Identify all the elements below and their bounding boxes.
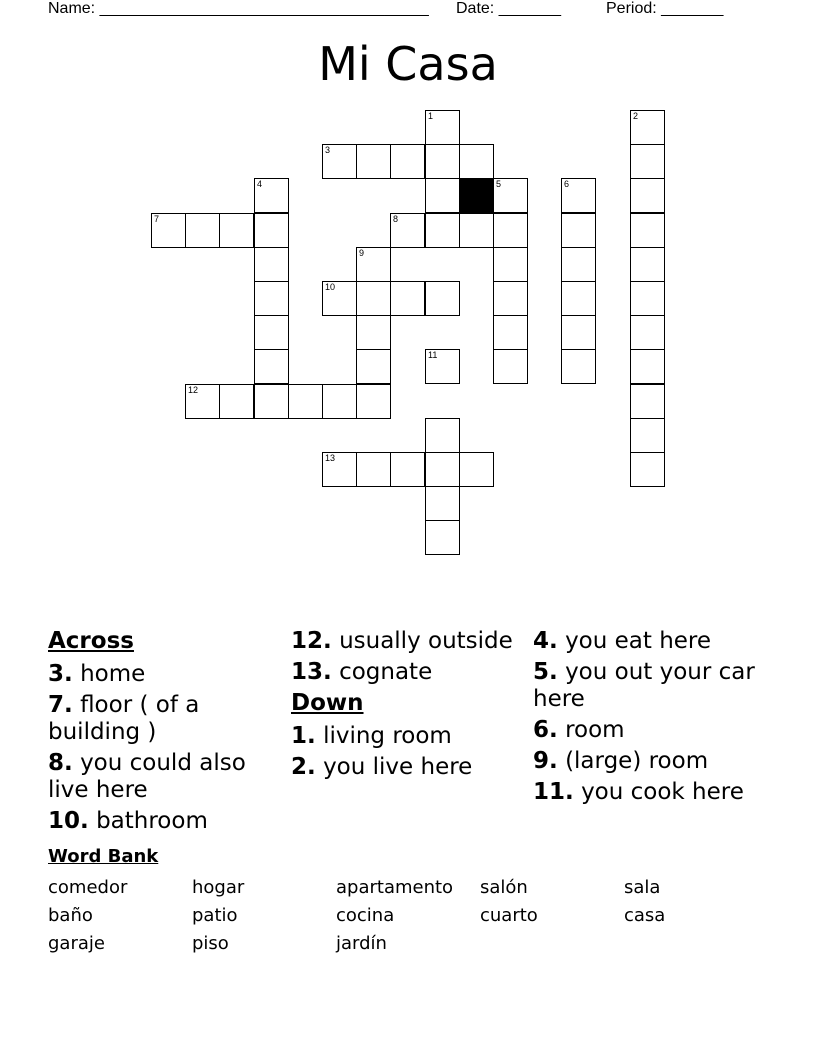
word-bank-item: baño (48, 905, 93, 926)
crossword-cell[interactable] (288, 384, 323, 419)
crossword-cell[interactable] (425, 110, 460, 145)
crossword-cell[interactable] (459, 144, 494, 179)
clue-across-3: 3. home (48, 661, 146, 687)
crossword-cell[interactable] (425, 452, 460, 487)
word-bank-item: patio (192, 905, 238, 926)
crossword-cell[interactable] (322, 452, 357, 487)
clue-across-13: 13. cognate (291, 659, 433, 685)
across-heading: Across (48, 628, 134, 654)
clue-down-2: 2. you live here (291, 754, 473, 780)
crossword-cell[interactable] (185, 213, 220, 248)
clue-number: 4 (257, 179, 263, 189)
clue-down-6: 6. room (533, 717, 625, 743)
clue-down-9: 9. (large) room (533, 748, 709, 774)
clues-column-1 (48, 628, 278, 839)
crossword-cell[interactable] (630, 281, 665, 316)
name-field[interactable]: Name: _____________________________________ (48, 0, 429, 17)
clues-column-3 (533, 628, 773, 810)
crossword-cell[interactable] (630, 110, 665, 145)
word-bank-title: Word Bank (48, 846, 159, 867)
crossword-cell[interactable] (493, 178, 528, 213)
date-field[interactable]: Date: _______ (456, 0, 561, 17)
clue-number: 2 (633, 111, 639, 121)
clues-column-2 (291, 628, 521, 785)
period-field[interactable]: Period: _______ (606, 0, 724, 17)
crossword-cell[interactable] (630, 315, 665, 350)
clue-down-11: 11. you cook here (533, 779, 744, 805)
word-bank-item: casa (624, 905, 666, 926)
clue-number: 1 (428, 111, 434, 121)
crossword-cell[interactable] (630, 247, 665, 282)
word-bank-item: sala (624, 877, 661, 898)
clue-number: 8 (393, 214, 399, 224)
crossword-cell[interactable] (561, 178, 596, 213)
crossword-cell[interactable] (254, 213, 289, 248)
clue-number: 12 (188, 385, 199, 395)
clue-down-4: 4. you eat here (533, 628, 712, 654)
crossword-cell[interactable] (390, 452, 425, 487)
crossword-cell[interactable] (322, 281, 357, 316)
word-bank-item: cuarto (480, 905, 538, 926)
crossword-cell[interactable] (356, 349, 391, 384)
crossword-cell[interactable] (254, 247, 289, 282)
crossword-cell[interactable] (561, 213, 596, 248)
crossword-cell[interactable] (630, 384, 665, 419)
clue-across-12: 12. usually outside (291, 628, 513, 654)
crossword-cell[interactable] (493, 349, 528, 384)
crossword-cell[interactable] (561, 281, 596, 316)
crossword-cell[interactable] (493, 281, 528, 316)
crossword-cell[interactable] (356, 315, 391, 350)
down-heading: Down (291, 690, 364, 716)
clue-down-1: 1. living room (291, 723, 452, 749)
clue-number: 13 (325, 453, 336, 463)
crossword-cell[interactable] (561, 349, 596, 384)
clue-number: 5 (496, 179, 502, 189)
crossword-cell[interactable] (356, 247, 391, 282)
crossword-cell[interactable] (254, 349, 289, 384)
crossword-cell[interactable] (254, 281, 289, 316)
word-bank (48, 874, 768, 958)
word-bank-item: salón (480, 877, 528, 898)
crossword-cell[interactable] (254, 315, 289, 350)
blocked-cell (459, 178, 494, 213)
crossword-cell[interactable] (630, 144, 665, 179)
crossword-cell[interactable] (185, 384, 220, 419)
crossword-cell[interactable] (493, 213, 528, 248)
crossword-cell[interactable] (630, 178, 665, 213)
crossword-cell[interactable] (630, 213, 665, 248)
clue-down-5: 5. you out your car here (533, 659, 755, 712)
crossword-cell[interactable] (425, 213, 460, 248)
crossword-cell[interactable] (425, 281, 460, 316)
crossword-cell[interactable] (390, 144, 425, 179)
crossword-cell[interactable] (425, 144, 460, 179)
crossword-cell[interactable] (322, 384, 357, 419)
clue-number: 6 (564, 179, 570, 189)
crossword-cell[interactable] (493, 315, 528, 350)
clue-across-8: 8. you could also live here (48, 750, 246, 803)
crossword-cell[interactable] (425, 349, 460, 384)
crossword-cell[interactable] (151, 213, 186, 248)
crossword-cell[interactable] (425, 486, 460, 521)
crossword-cell[interactable] (561, 247, 596, 282)
crossword-cell[interactable] (219, 213, 254, 248)
crossword-cell[interactable] (630, 349, 665, 384)
word-bank-item: garaje (48, 933, 105, 954)
crossword-cell[interactable] (561, 315, 596, 350)
clue-number: 7 (154, 214, 160, 224)
crossword-cell[interactable] (425, 178, 460, 213)
crossword-cell[interactable] (493, 247, 528, 282)
crossword-cell[interactable] (322, 144, 357, 179)
crossword-cell[interactable] (219, 384, 254, 419)
crossword-cell[interactable] (425, 418, 460, 453)
word-bank-item: piso (192, 933, 229, 954)
crossword-cell[interactable] (356, 384, 391, 419)
page-title: Mi Casa (318, 37, 498, 91)
clue-number: 11 (428, 350, 438, 360)
word-bank-item: apartamento (336, 877, 454, 898)
crossword-cell[interactable] (254, 178, 289, 213)
clue-number: 9 (359, 248, 365, 258)
crossword-cell[interactable] (254, 384, 289, 419)
crossword-cell[interactable] (390, 213, 425, 248)
crossword-cell[interactable] (356, 281, 391, 316)
crossword-cell[interactable] (459, 213, 494, 248)
crossword-cell[interactable] (459, 452, 494, 487)
crossword-cell[interactable] (356, 452, 391, 487)
clue-across-10: 10. bathroom (48, 808, 208, 834)
clue-across-7: 7. floor ( of a building ) (48, 692, 200, 745)
word-bank-item: comedor (48, 877, 128, 898)
word-bank-item: jardín (336, 933, 387, 954)
crossword-cell[interactable] (425, 520, 460, 555)
clue-number: 3 (325, 145, 331, 155)
word-bank-item: hogar (192, 877, 245, 898)
clue-number: 10 (325, 282, 336, 292)
crossword-cell[interactable] (390, 281, 425, 316)
crossword-cell[interactable] (630, 452, 665, 487)
crossword-cell[interactable] (630, 418, 665, 453)
word-bank-item: cocina (336, 905, 395, 926)
crossword-cell[interactable] (356, 144, 391, 179)
